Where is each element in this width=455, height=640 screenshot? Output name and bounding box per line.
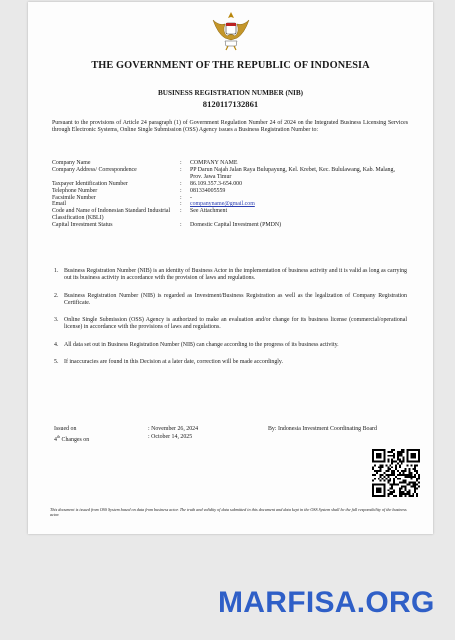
garuda-emblem-icon	[209, 8, 253, 52]
field-label: Capital Investment Status	[52, 222, 113, 229]
issuer: By: Indonesia Investment Coordinating Board	[268, 426, 377, 432]
item-text: Business Registration Number (NIB) is an identity of Business Actor in the implementation of business activity and it is valid as long as carrying out its business activity in accordance with the provision of laws and regulations.	[64, 268, 407, 282]
intro-paragraph: Pursuant to the provisions of Article 24 paragraph (1) of Government Regulation Number 24 of 2024 on the Integrated Business Licensing Services through Electronic Systems, Online Single Submission (OSS) Agency issues a Business Registration Number to:	[52, 120, 408, 134]
field-separator: :	[180, 180, 182, 187]
list-item	[54, 293, 407, 308]
field-label: Company Address/ Correspondence	[52, 166, 137, 173]
issued-row	[54, 425, 409, 433]
field-label: Taxpayer Identification Number	[52, 180, 128, 187]
field-separator: :	[180, 222, 182, 229]
field-label: Email	[52, 201, 67, 208]
item-number: 2.	[54, 292, 59, 299]
item-number: 1.	[54, 268, 59, 274]
changes-row	[54, 433, 409, 444]
field-row-capital-status	[52, 222, 408, 229]
field-value: 86.109.357.3-654.000	[190, 180, 243, 187]
issuance-block	[54, 425, 409, 444]
field-row-telephone	[52, 188, 408, 195]
provisions-list	[54, 268, 407, 376]
government-title: THE GOVERNMENT OF THE REPUBLIC OF INDONESIA	[91, 60, 370, 71]
item-text: If inaccuracies are found in this Decision at a later date, correction will be made accordingly.	[64, 359, 283, 366]
field-separator: :	[180, 194, 182, 201]
list-item	[54, 268, 407, 283]
watermark: MARFISA.ORG	[218, 586, 435, 619]
list-item	[54, 317, 407, 332]
field-separator: :	[180, 208, 182, 215]
field-value: See Attachment	[190, 208, 228, 215]
field-row-company-name	[52, 160, 408, 167]
nib-number: 8120117132861	[202, 99, 259, 109]
qr-code-icon	[372, 449, 420, 497]
list-item	[54, 342, 407, 349]
changes-label: 4th Changes on	[54, 434, 90, 443]
document-title: BUSINESS REGISTRATION NUMBER (NIB)	[157, 89, 304, 97]
item-text: Online Single Submission (OSS) Agency is authorized to make an evaluation and/or change for its business license (commercial/operational license) in accordance with the provisions of laws and regulations.	[64, 317, 407, 331]
footnote: This document is issued from OSS System based on data from business actor. The truth and validity of data submitted in this document and data kept in the OSS System shall be the full responsibility of the business actor.	[50, 507, 407, 518]
field-separator: :	[180, 160, 182, 166]
field-label: Company Name	[52, 160, 91, 166]
field-value: 081334005559	[190, 187, 226, 194]
field-value: Domestic Capital Investment (PMDN)	[190, 222, 282, 229]
item-number: 3.	[54, 317, 59, 324]
changes-date: : October 14, 2025	[148, 434, 193, 440]
certificate-document	[28, 2, 433, 534]
field-separator: :	[180, 166, 182, 173]
field-label: Facsimile Number	[52, 194, 96, 201]
item-text: Business Registration Number (NIB) is regarded as Investment/Business Registration as well as the legalization of Company Registration Certificate.	[64, 292, 407, 306]
issued-date: : November 26, 2024	[148, 426, 199, 432]
field-separator: :	[180, 201, 182, 208]
field-value: -	[190, 194, 192, 201]
field-row-facsimile	[52, 195, 408, 202]
field-label: Telephone Number	[52, 187, 98, 194]
item-number: 5.	[54, 359, 59, 366]
field-row-taxpayer-id	[52, 181, 408, 188]
field-label: Code and Name of Indonesian Standard Industrial Classification (KBLI)	[52, 208, 171, 222]
email-link[interactable]: companyname@gmail.com	[190, 201, 255, 208]
field-value: COMPANY NAME	[190, 160, 238, 166]
item-text: All data set out in Business Registration Number (NIB) can change according to the progress of its business activity.	[64, 341, 339, 348]
field-row-address	[52, 167, 408, 181]
company-details	[52, 160, 408, 229]
field-row-kbli	[52, 208, 408, 222]
list-item	[54, 359, 407, 366]
field-value: PP Darun Najah Jalan Raya Bulupayung, Kel. Krebet, Kec. Bululawang, Kab. Malang, Prov. Jawa Timur	[190, 166, 395, 180]
field-separator: :	[180, 187, 182, 194]
issued-label: Issued on	[54, 426, 77, 432]
item-number: 4.	[54, 341, 59, 348]
